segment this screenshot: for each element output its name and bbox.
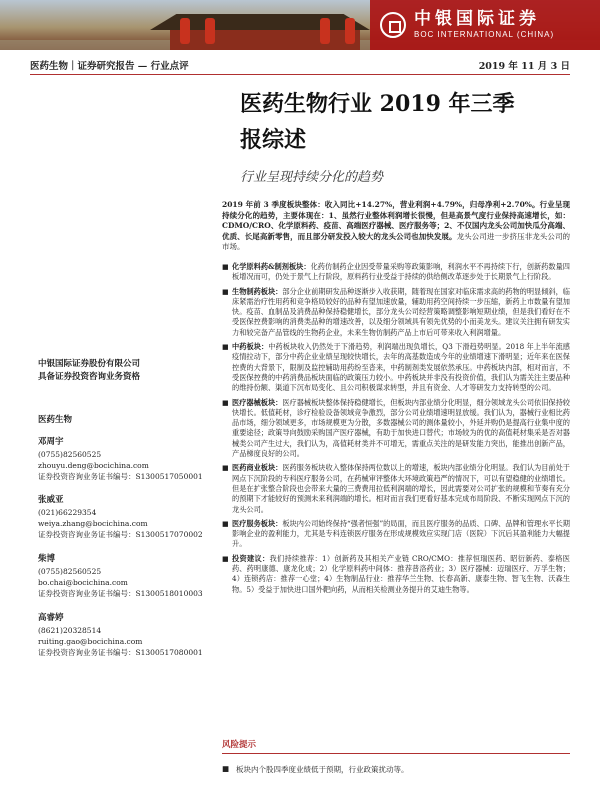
title-line-1: 医药生物行业 2019 年三季 xyxy=(240,91,515,117)
analyst-name: 柴博 xyxy=(38,554,56,564)
banner-lantern xyxy=(180,18,190,44)
sector-label: 医药生物 xyxy=(38,415,73,425)
analyst-cert: 证券投资咨询业务证书编号：S1300517080001 xyxy=(38,648,203,657)
bullet-icon: ■ xyxy=(222,398,229,407)
banner-lantern xyxy=(320,18,330,44)
abstract-normal: 龙头公司进一步挤压非龙头公司的市场。 xyxy=(222,231,571,252)
analyst-name: 高睿婷 xyxy=(38,613,64,623)
analyst-name: 邓周宇 xyxy=(38,437,64,447)
list-item: ■ 医疗服务板块：板块内公司始终保持“强者恒强”的局面，而且医疗服务的品质、口碑、品牌和管理水平长期影响企业的盈利能力，尤其是专科连锁医疗服务在形成规模效应实现门店（医院）下沉后其盈利能力大幅提升。 xyxy=(222,518,570,549)
company-block xyxy=(38,358,140,384)
list-item: ■ 投资建议：我们持续推荐：1）创新药及其相关产业链 CRO/CMO：推荐恒瑞医药、昭衍新药、泰格医药、药明康德、康龙化成；2）化学原料药中间体：推荐普洛药业；3）医疗器械：迈瑞医疗、万孚生物；4）连锁药店：推荐一心堂；4）生物制品行业：推荐华兰生物、长春高新、康泰生物、智飞生物、沃森生物。5）受益于加快进口国外靶向药，从而相关检测业务提升的艾迪生物等。 xyxy=(222,553,570,594)
analyst-email[interactable]: zhouyu.deng@bocichina.com xyxy=(38,461,149,470)
company-license: 具备证券投资咨询业务资格 xyxy=(38,372,141,382)
bullet-icon: ■ xyxy=(222,287,229,296)
company-name: 中银国际证券股份有限公司 xyxy=(38,359,141,369)
analyst-card xyxy=(38,494,203,540)
header-banner-photo xyxy=(0,0,600,50)
analyst-card xyxy=(38,612,203,658)
brand-name-cn: 中银国际证券 xyxy=(414,9,540,29)
analyst-email[interactable]: ruiting.gao@bocichina.com xyxy=(38,637,143,646)
bullet-icon: ■ xyxy=(222,263,229,271)
brand-name-en: BOC INTERNATIONAL (CHINA) xyxy=(414,30,555,39)
analyst-phone: (021)66229354 xyxy=(38,508,97,517)
boc-logo-icon xyxy=(380,12,406,38)
abstract-paragraph xyxy=(222,200,570,253)
report-category: 医药生物｜证券研究报告 — 行业点评 xyxy=(30,61,189,72)
analyst-email[interactable]: weiya.zhang@bocichina.com xyxy=(38,519,148,528)
risk-section xyxy=(222,738,570,775)
analyst-phone: (0755)82560525 xyxy=(38,450,102,459)
risk-text: 板块内个股四季度业绩低于预期，行业政策扰动等。 xyxy=(236,765,409,774)
bullet-icon: ■ xyxy=(222,554,229,563)
list-item: ■ 化学原料药&制剂板块：化药仿制药企业因受带量采购等政策影响，利润水平不再持续下行，创新药数量四板增况而可，仍处于景气上行阶段，原料药行业受益于持续的供给侧改革逐步处于长期景气上行阶段。 xyxy=(222,262,570,282)
analyst-email[interactable]: bo.chai@bocichina.com xyxy=(38,578,128,587)
risk-title: 风险提示 xyxy=(222,738,570,754)
bullet-icon: ■ xyxy=(222,519,229,528)
banner-lantern xyxy=(205,18,215,44)
list-item: ■ 医药商业板块：医药服务板块收入整体保持两位数以上的增速，板块内部业绩分化明显。我们认为目前处于网点下沉阶段的专科医疗服务公司，在药械审评整体大环境政策趋严的情况下，可以有望稳健的业绩增长。但是在扩张整合阶段也会带来大量的三费费用拉低利润端的增长，因此需要对公司扩张的规模和节奏有充分的预期下才能较好的预测未来利润端的增长。相对而言我们更看好基本完成布局阶段、不断实现网点下沉的龙头公司。 xyxy=(222,463,570,514)
bullet-icon: ■ xyxy=(222,464,229,473)
header-divider xyxy=(30,74,570,75)
analyst-card xyxy=(38,436,203,482)
list-item: ■ 中药板块：中药板块收入仍然处于下滑趋势，利润端出现负增长，Q3 下滑趋势明显。2018 年上半年流感疫情拉动下，部分中药企业业绩呈现较快增长，去年的高基数造成今年的业绩增速下滑明显；近年来在医保控费的大背景下，限制及监控辅助用药纷至沓来，中药制剂类发展依然承压。中药板块内部，相对而言，不受医保控费的中药消费品板块面临的政策压力较小。中药板块并非没有投资价值，我们认为需关注主要品种的维持份额、渠道下沉布局变化、且公司积极谋求转型，并且有资金、人才等研发力支持转型的公司。 xyxy=(222,342,570,393)
banner-lantern xyxy=(345,18,355,44)
banner-palace-wall xyxy=(170,30,360,50)
bullet-icon: ■ xyxy=(222,343,229,352)
brand-logo xyxy=(370,0,600,50)
report-subtitle: 行业呈现持续分化的趋势 xyxy=(240,170,384,185)
list-item: ■ 生物制药板块：部分企业前期研发品种逐渐步入收获期，随着现在国家对临床需求高的药物的明显倾斜，临床紧需治疗性用药和竞争格局较好的品种有望加速放量，辅助用药空间持续一步压缩，新药上市数量有望加快。疫苗、血制品及消费品种保持稳健增长，部分龙头公司经营策略调整影响短期业绩，但是我们看好在不受医保控费影响的消费类品种的增速改善，以及细分领域具有领先优势的小而美龙头。建议关注拥有研发实力和较完备产品管线的生物药企业，未来生物仿制药产品上市后可带来收入利润增量。 xyxy=(222,286,570,337)
report-date: 2019 年 11 月 3 日 xyxy=(478,61,570,72)
abstract-bold: 2019 年前 3 季度板块整体：收入同比+14.27%，营业利润+4.79%，归母净利+2.70%。行业呈现持续分化的趋势，主要体现在：1、虽然行业整体利润增长很慢，但是高景气度行业保持高速增长，如：CDMO/CRO、化学原料药、疫苗、高端医疗器械、医疗服务等；2、不仅国内龙头公司加快瓜分高端、优质、长尾高新零售，而且部分研发投入较大的龙头公司也加快发展。 xyxy=(222,200,570,241)
report-title xyxy=(240,86,580,158)
analyst-name: 张威亚 xyxy=(38,495,64,505)
list-item: ■ 医疗器械板块：医疗器械板块整体保持稳健增长，但板块内部业绩分化明显，细分领域龙头公司依旧保持较快增长。低值耗材，诊疗检验设备领域竞争激烈，部分公司业绩增速明显放缓。我们认为，器械行业相比药品市场，细分领域更多，市场规模更为分散，多数器械公司的测体量较小，外延并购仍是提高行业集中度的重要途径；政策导向鼓励采购国产医疗器械，有助于加快进口替代；市场较为的优的高值耗材集采是否对器械类公司产生过大，我们认为，高值耗材类并不可增无，需重点关注的是研发能力突出，能推出创新产品，产品梯度良好的公司。 xyxy=(222,397,570,459)
bullet-icon: ■ xyxy=(222,764,230,773)
bullet-list xyxy=(222,262,570,599)
risk-item xyxy=(222,764,570,775)
title-line-2: 报综述 xyxy=(240,127,307,153)
analyst-cert: 证券投资咨询业务证书编号：S1300517050001 xyxy=(38,472,203,481)
analyst-cert: 证券投资咨询业务证书编号：S1300517070002 xyxy=(38,530,203,539)
analyst-phone: (0755)82560525 xyxy=(38,567,102,576)
report-meta-line xyxy=(30,56,570,74)
analyst-phone: (8621)20328514 xyxy=(38,626,102,635)
analyst-card xyxy=(38,553,203,599)
analyst-cert: 证券投资咨询业务证书编号：S1300518010003 xyxy=(38,589,203,598)
